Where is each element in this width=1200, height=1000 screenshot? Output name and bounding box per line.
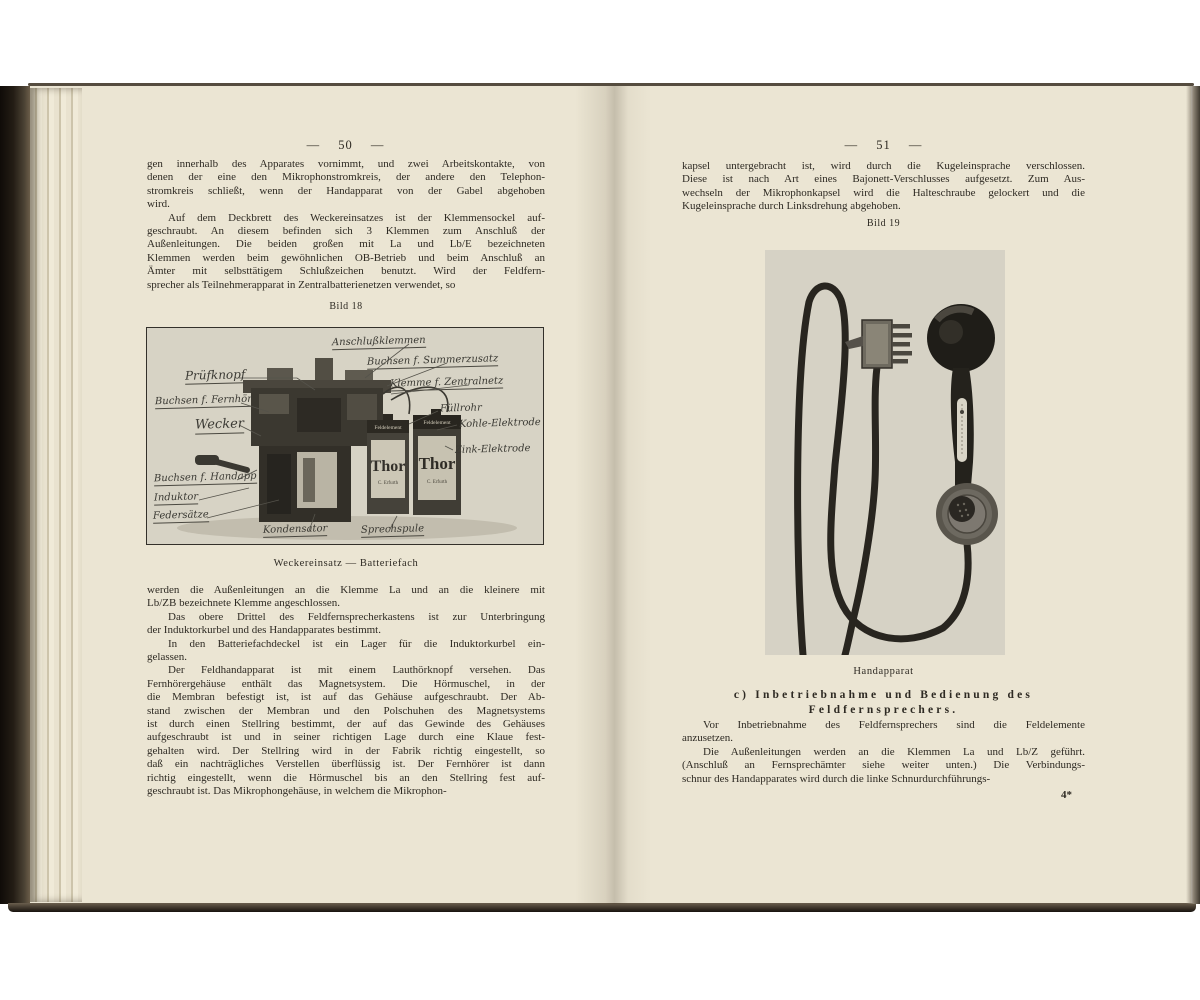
page-number-left: — 50 — bbox=[306, 138, 385, 152]
paragraph bbox=[147, 158, 545, 212]
text-line: stand zwischen der Membran und den Polschuhen des Magnetsystems bbox=[147, 704, 545, 717]
text-line: anzusetzen. bbox=[682, 732, 733, 745]
section-heading bbox=[682, 688, 1085, 717]
figure-annotation: Buchsen f. Summerzusatz bbox=[366, 353, 499, 368]
text-line: Die Außenleitungen werden an die Klemmen La und Lb/Z geführt. bbox=[703, 745, 1085, 758]
battery-brand-text: Thor bbox=[418, 454, 456, 473]
battery-maker-text: C. Erfurth bbox=[426, 480, 448, 485]
paragraph bbox=[682, 746, 1085, 786]
paragraph bbox=[147, 664, 545, 798]
book-gutter-shadow bbox=[575, 86, 651, 904]
figure-19-label: Bild 19 bbox=[866, 218, 901, 229]
paragraph bbox=[682, 719, 1085, 746]
figure-annotation: Induktor bbox=[153, 491, 199, 504]
text-line: Klemmen werden beim gewöhnlichen OB-Betrieb und beim Anschluß an bbox=[147, 251, 545, 264]
text-line: Kugeleinsprache durch Linksdrehung abgehoben. bbox=[682, 200, 901, 213]
text-line: gelassen. bbox=[147, 651, 188, 664]
mouthpiece bbox=[936, 483, 998, 545]
text-line: der Induktorkurbel und des Handapparates bestimmt. bbox=[147, 624, 381, 637]
page-number-right: — 51 — bbox=[844, 138, 923, 152]
paragraph bbox=[147, 611, 545, 638]
figure-19-caption: Handapparat bbox=[853, 666, 914, 677]
battery-top-text: Feldelement bbox=[374, 425, 402, 431]
paragraph bbox=[147, 584, 545, 611]
sheet-signature-mark: 4* bbox=[1061, 789, 1072, 801]
battery-top-text: Feldelement bbox=[423, 420, 451, 426]
text-line: Ämter mit selbsttätigem Schlußzeichen benutzt. Wird der Feldfern- bbox=[147, 265, 545, 278]
battery-brand-text: Thor bbox=[370, 458, 406, 475]
figure-annotation: Füllrohr bbox=[439, 402, 482, 415]
figure-annotation: Federsätze bbox=[152, 509, 209, 522]
text-line: sprecher als Teilnehmerapparat in Zentralbatterienetzen verwendet, so bbox=[147, 278, 456, 291]
figure-annotation: Anschlußklemmen bbox=[331, 334, 426, 349]
text-line: stromkreis schließt, wenn der Handapparat von der Gabel abgehoben bbox=[147, 184, 545, 197]
text-line: Diese ist nach Art eines Bajonett-Verschlusses aufgesetzt. Zum Aus- bbox=[682, 173, 1085, 186]
figure-annotation: Kondensator bbox=[262, 523, 328, 536]
figure-annotation: Sprechspule bbox=[360, 523, 425, 536]
right-page-top-text bbox=[682, 160, 1085, 214]
left-page-bottom-text bbox=[147, 584, 545, 799]
figure-annotation: Kohle-Elektrode bbox=[458, 416, 541, 431]
figure-18-label: Bild 18 bbox=[329, 301, 363, 312]
text-line: (Anschluß an Fernsprechämter siehe weiter unten.) Die Verbindungs- bbox=[682, 759, 1085, 772]
battery-maker-text: C. Erfurth bbox=[377, 481, 399, 486]
text-line: In den Batteriefachdeckel ist ein Lager für die Induktorkurbel ein- bbox=[168, 637, 545, 650]
section-heading-line2: Feldfernsprechers. bbox=[808, 703, 959, 716]
text-line: ist durch einen Stellring bestimmt, der auf das Gewinde des Gehäuses bbox=[147, 718, 545, 731]
text-line: gehalten wird. Der Stellring wird in der Fabrik richtig eingestellt, so bbox=[147, 744, 545, 757]
text-line: Fernhörergehäuse enthält das Magnetsystem. Die Hörmuschel, in der bbox=[147, 677, 545, 690]
left-page-top-text bbox=[147, 158, 545, 292]
text-line: geschraubt. An diesem befinden sich 3 Klemmen zum Anschluß der bbox=[147, 225, 545, 238]
figure-annotation: Prüfknopf bbox=[184, 367, 246, 383]
text-line: daß ein nachträgliches Verstellen überflüssig ist. Der Fernhörer ist dann bbox=[147, 758, 545, 771]
figure-18-annotations bbox=[147, 328, 543, 544]
figure-annotation: Wecker bbox=[194, 416, 245, 433]
paragraph bbox=[147, 638, 545, 665]
figure-18-caption: Weckereinsatz — Batteriefach bbox=[273, 558, 419, 569]
text-line: Das obere Drittel des Feldfernsprecherkastens ist zur Unterbringung bbox=[168, 610, 545, 623]
section-heading-line1: c) Inbetriebnahme und Bedienung des bbox=[733, 689, 1034, 701]
figure-bild-18 bbox=[146, 327, 544, 545]
text-line: Lb/ZB bezeichnete Klemme angeschlossen. bbox=[147, 597, 341, 610]
text-line: richtig eingestellt, wenn die Hörmuschel bis an den Stellring fest auf- bbox=[147, 771, 545, 784]
text-line: geschraubt ist. Das Mikrophongehäuse, in welchem die Mikrophon- bbox=[147, 785, 447, 798]
text-line: werden die Außenleitungen an die Klemme La und an die kleinere mit bbox=[147, 584, 545, 596]
figure-annotation: Buchsen f. Handapp bbox=[153, 470, 257, 485]
text-line: denen der eine den Mikrophonstromkreis, der andere den Telephon- bbox=[147, 171, 545, 184]
paragraph bbox=[682, 160, 1085, 214]
text-line: aufgeschraubt ist und in seiner richtigen Lage durch eine Klaue fest- bbox=[147, 731, 545, 744]
handapparat-photo bbox=[765, 250, 1005, 655]
figure-annotation: Klemme f. Zentralnetz bbox=[389, 375, 504, 390]
text-line: wird. bbox=[147, 198, 170, 211]
paragraph bbox=[147, 212, 545, 292]
text-line: gen innerhalb des Apparates vornimmt, und zwei Arbeitskontakte, von bbox=[147, 158, 545, 170]
text-line: Der Feldhandapparat ist mit einem Lauthörknopf versehen. Das bbox=[168, 664, 545, 677]
text-line: wechseln der Mikrophonkapsel wird die Halteschraube gelockert und die bbox=[682, 186, 1085, 199]
figure-annotation: Zink-Elektrode bbox=[454, 443, 531, 456]
text-line: Vor Inbetriebnahme des Feldfernsprechers sind die Feldelemente bbox=[703, 719, 1085, 731]
right-page-bottom-text bbox=[682, 719, 1085, 786]
page-stack-edge bbox=[30, 88, 82, 902]
text-line: schnur des Handapparates wird durch die linke Schnurdurchführungs- bbox=[682, 772, 991, 785]
book-right-edge bbox=[1186, 86, 1200, 904]
text-line: Außenleitungen. Die beiden großen mit La und Lb/E bezeichneten bbox=[147, 238, 545, 251]
figure-bild-19 bbox=[765, 250, 1005, 655]
earpiece bbox=[927, 304, 995, 372]
book-spine bbox=[0, 86, 30, 904]
figure-annotation: Buchsen f. Fernhör bbox=[154, 393, 253, 408]
text-line: die Membran befestigt ist, ist auf das Gehäuse aufgeschraubt. Der Ab- bbox=[147, 691, 545, 704]
text-line: kapsel untergebracht ist, wird durch die Kugeleinsprache verschlossen. bbox=[682, 160, 1085, 172]
text-line: Auf dem Deckbrett des Weckereinsatzes ist der Klemmensockel auf- bbox=[168, 211, 545, 224]
book-bottom-edge bbox=[8, 903, 1196, 912]
